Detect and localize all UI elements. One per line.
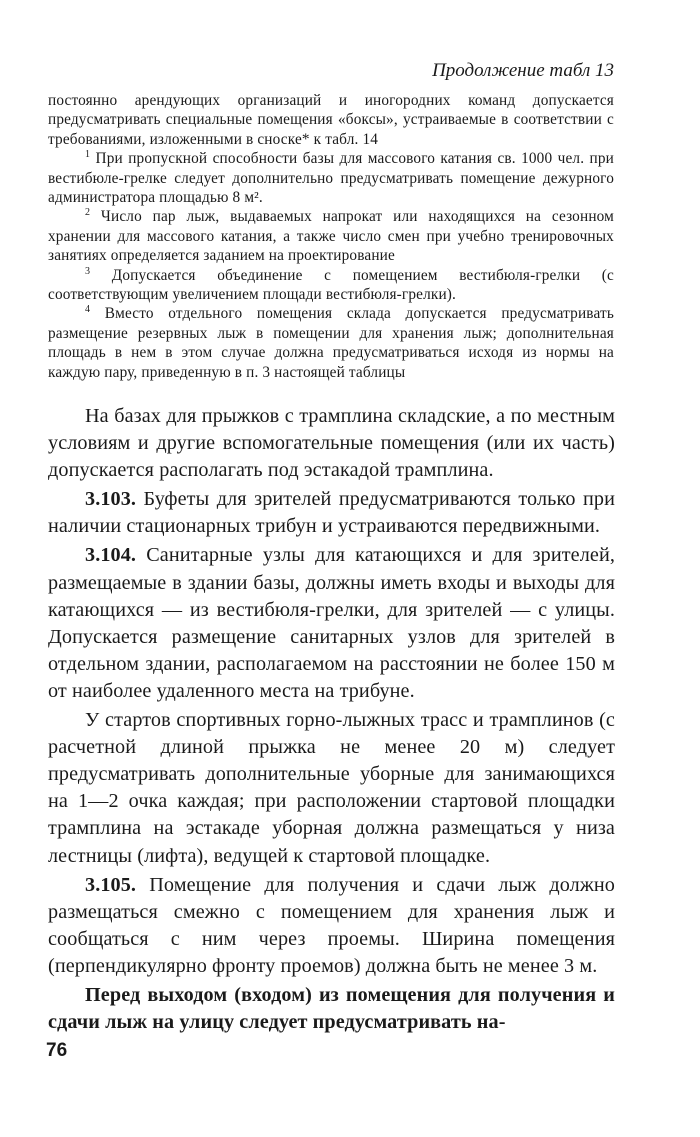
clause-3-103	[48, 486, 615, 540]
paragraph-ski-jump-storage: На базах для прыжков с трамплина складские, а по местным условиям и другие вспомогательные помещения (или их часть) допускается располагать под эстакадой трамплина.	[48, 405, 615, 482]
footnote-3-mark: 3	[85, 265, 91, 277]
footnote-2	[48, 207, 614, 265]
paragraph-start-toilets: У стартов спортивных горно-лыжных трасс и трамплинов (с расчетной длиной прыжка не менее 20 м) следует предусматривать дополнительные уборные для занимающихся на 1—2 очка каждая; при расположении стартовой площадки трамплина на эстакаде уборная должна размещаться у низа лестницы (лифта), ведущей к стартовой площадке.	[48, 709, 615, 867]
table-footnotes	[48, 91, 614, 382]
footnote-3-text: Допускается объединение с помещением вестибюля-грелки (с соответствующим увеличением площади вестибюля-грелки).	[48, 266, 614, 304]
clause-text: Буфеты для зрителей предусматриваются только при наличии стационарных трибун и устраиваются передвижными.	[48, 488, 615, 538]
footnote-3	[48, 266, 614, 305]
note-continuation-text: постоянно арендующих организаций и иногородних команд допускается предусматривать специальные помещения «боксы», устраиваемые в соответствии с требованиями, изложенными в сноске* к табл. 14	[48, 92, 614, 148]
body-text	[48, 403, 615, 1038]
footnote-4	[48, 304, 614, 382]
footnote-1-mark: 1	[85, 149, 91, 161]
footnote-4-text: Вместо отдельного помещения склада допускается предусматривать размещение резервных лыж в помещении для хранения лыж; дополнительная площадь в нем в этом случае должна предусматриваться исходя из нормы на каждую пару, приведенную в п. 3 настоящей таблицы	[48, 305, 614, 381]
page-number: 76	[46, 1040, 68, 1061]
clause-3-104	[48, 542, 615, 705]
footnote-1	[48, 149, 614, 207]
clause-number: 3.103.	[85, 488, 137, 511]
footnote-4-mark: 4	[85, 304, 91, 316]
paragraph-exit-requirements: Перед выходом (входом) из помещения для получения и сдачи лыж на улицу следует предусматривать на-	[48, 983, 615, 1034]
clause-number: 3.104.	[85, 544, 137, 567]
table-continuation-header: Продолжение табл 13	[432, 60, 614, 81]
clause-number: 3.105.	[85, 873, 137, 896]
clause-text: Санитарные узлы для катающихся и для зрителей, размещаемые в здании базы, должны иметь входы и выходы для катающихся — из вестибюля-грелки, для зрителей — с улицы. Допускается размещение санитарных узлов для зрителей в отдельном здании, располагаемом на расстоянии не более 150 м от наиболее удаленного места на трибуне.	[48, 544, 615, 702]
footnote-2-mark: 2	[85, 207, 91, 219]
clause-text: Помещение для получения и сдачи лыж должно размещаться смежно с помещением для хранения лыж и сообщаться с ним через проемы. Ширина помещения (перпендикулярно фронту проемов) должна быть не менее 3 м.	[48, 873, 615, 977]
footnote-2-text: Число пар лыж, выдаваемых напрокат или находящихся на сезонном хранении для массового катания, а также число смен при учебно тренировочных занятиях определяется заданием на проектирование	[48, 208, 614, 265]
clause-3-105	[48, 872, 615, 980]
footnote-1-text: При пропускной способности базы для массового катания св. 1000 чел. при вестибюле-грелке следует дополнительно предусматривать помещение дежурного администратора площадью 8 м².	[48, 150, 614, 207]
